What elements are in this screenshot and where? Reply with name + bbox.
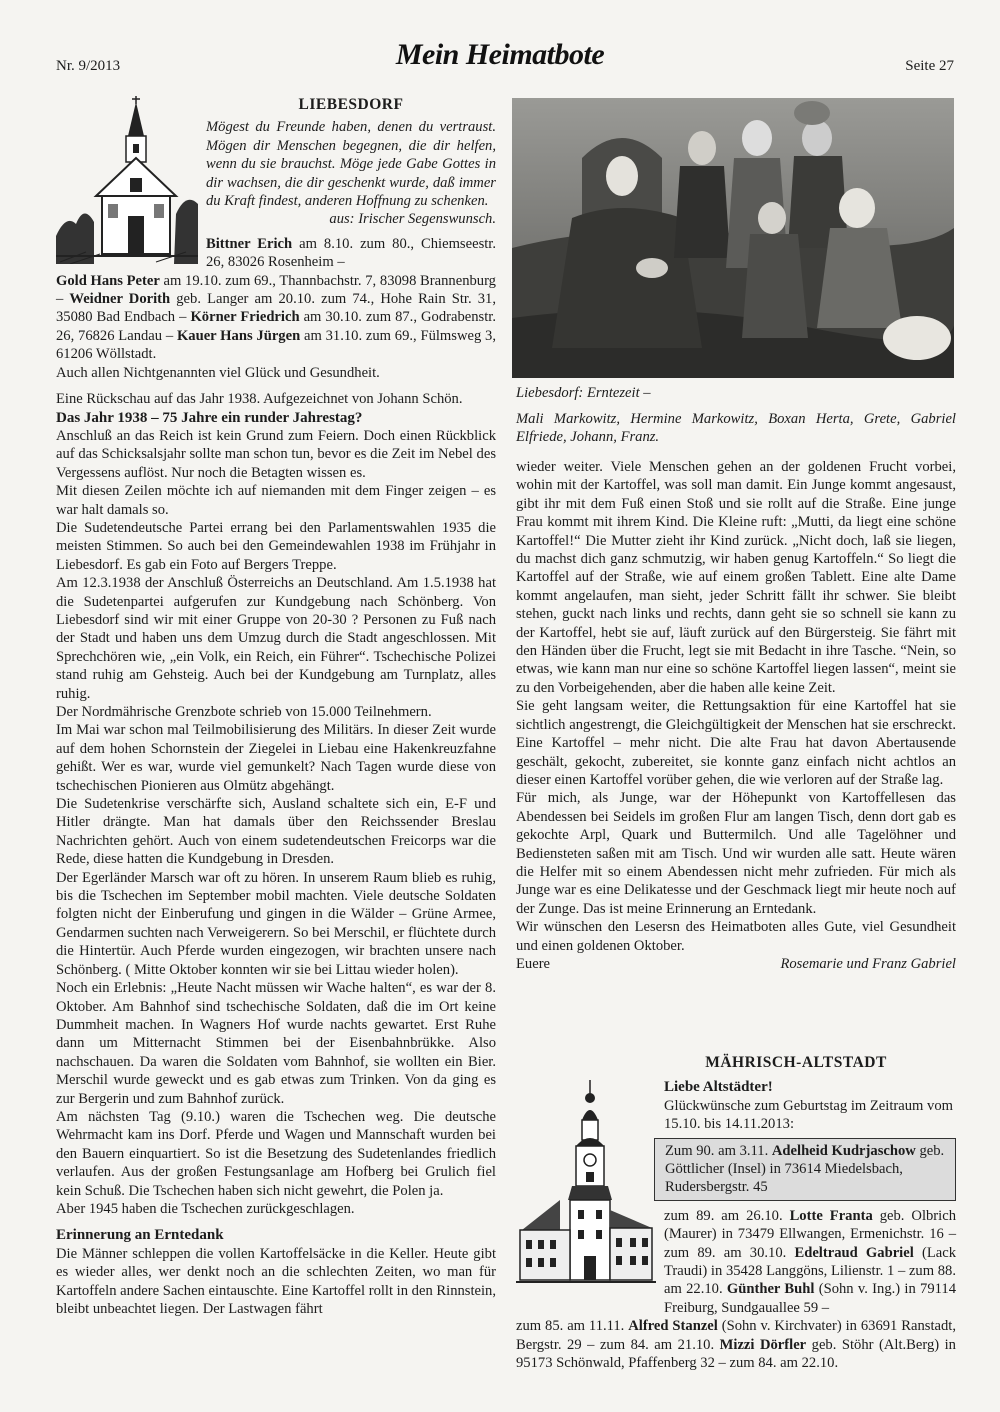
altstadt-highlight-box xyxy=(654,1138,956,1201)
erntedank-paragraph: Die Männer schleppen die vollen Kartoffelsäcke in die Keller. Heute gibt es wieder alles, wer denkt noch an die schlechten Zeiten, wo man für Kartoffeln andere Sachen eintauschte. Eine Kartoffel rollt in den Rinnstein, bleibt unbeachtet liegen. Der Lastwagen fährt xyxy=(56,1245,496,1318)
signature-greeting: Euere xyxy=(516,955,551,972)
article-body xyxy=(56,427,496,1218)
altstadt-greeting: Liebe Altstädter! xyxy=(664,1079,773,1096)
birthday-details: geb. Langer am 20.10. zum 74., Hohe Rain Str. 31, 35080 Bad Endbach – xyxy=(56,291,496,326)
entry-date: Zum 90. am 3.11. xyxy=(665,1142,772,1159)
article-title: Das Jahr 1938 – 75 Jahre ein runder Jahrestag? xyxy=(56,409,363,426)
masthead-logo: Mein Heimatbote xyxy=(395,38,605,71)
page-number: Seite 27 xyxy=(905,58,954,74)
photo-caption-names: Mali Markowitz, Hermine Markowitz, Boxan Herta, Grete, Gabriel Elfriede, Johann, Franz. xyxy=(516,411,956,446)
photo-caption-title: Liebesdorf: Erntezeit – xyxy=(516,385,651,401)
article-paragraph: Im Mai war schon mal Teilmobilisierung des Militärs. In dieser Zeit wurde auf dem hohen Schornstein der Ziegelei in Liebau eine Hakenkreuzfahne gehißt. Wer es war, wurde viel gemunkelt? Nach Tagen wurde diese von tschechischen Pionieren aus Olmütz abgehängt. xyxy=(56,722,496,794)
entry-name: Lotte Franta xyxy=(789,1207,873,1224)
entry-details: (Lack Traudi) in 35428 Langgöns, Lilienstr. 1 – xyxy=(664,1244,956,1280)
entry-date: zum 84. am 21.10. xyxy=(599,1336,720,1353)
entry-name: Alfred Stanzel xyxy=(628,1318,718,1335)
article-paragraph: Die Sudetendeutsche Partei errang bei den Parlamentswahlen 1935 die meisten Stimmen. So auch bei den Gemeindewahlen 1938 im Frühjahr in Liebesdorf. Es gab ein Foto auf Bergers Treppe. xyxy=(56,519,496,573)
liebesdorf-title: LIEBESDORF xyxy=(298,96,404,113)
birthday-name: Weidner Dorith xyxy=(69,291,171,308)
erntedank-paragraph: Sie geht langsam weiter, die Rettungsaktion für eine Kartoffel hat sie sichtlich angestrengt, die Gleichgültigkeit der Menschen hat sie erschreckt. Eine Kartoffel – mehr nicht. Die alte Frau hat davon Abertausende geschält, gekocht, zubereitet, sie konnte ganz einfach nicht achtlos an dieser einen Kartoffel vorüber gehen, die wie verloren auf der Straße lag. xyxy=(516,698,956,788)
entry-details: (Sohn v. Ing.) in 79114 Freiburg, Sundgauallee 59 – xyxy=(664,1281,956,1316)
entry-name: Edeltraud Gabriel xyxy=(794,1244,914,1261)
birthday-name: Kauer Hans Jürgen xyxy=(176,327,301,344)
birthday-details: am 8.10. zum 80., Chiemseestr. 26, 83026 Rosenheim – xyxy=(206,235,497,271)
signature-names: Rosemarie und Franz Gabriel xyxy=(780,955,956,972)
birthday-details: am 31.10. zum 69., Fülmsweg 3, 61206 Wöllstadt. xyxy=(56,327,497,363)
entry-date: zum 89. am 30.10. xyxy=(664,1244,795,1261)
altstadt-section xyxy=(516,1054,956,1373)
birthday-name: Gold Hans Peter xyxy=(56,272,160,289)
erntedank-signature xyxy=(516,955,956,973)
erntedank-paragraph: Wir wünschen den Lesersn des Heimatboten alles Gute, viel Gesundheit und einen goldenen Oktober. xyxy=(516,919,956,954)
entry-name: Adelheid Kudrjaschow xyxy=(771,1142,916,1159)
issue-number: Nr. 9/2013 xyxy=(56,58,121,74)
harvest-photo xyxy=(512,98,954,378)
liebesdorf-poem: Mögest du Freunde haben, denen du vertraust. Mögen dir Menschen begegnen, die dir helfen, wenn du sie brauchst. Möge jede Gabe Gottes in dir wachsen, die dir geschenkt wurde, daß immer du Kraft findest, anderen Hoffnung zu schenken. xyxy=(206,119,496,210)
birthday-name: Körner Friedrich xyxy=(190,309,300,326)
birthday-details: am 19.10. zum 69., Thannbachstr. 7, 83098 Brannenburg – xyxy=(56,272,496,308)
altstadt-entries xyxy=(664,1207,956,1317)
erntedank-title: Erinnerung an Erntedank xyxy=(56,1227,224,1244)
altstadt-intro: Glückwünsche zum Geburtstag im Zeitraum vom 15.10. bis 14.11.2013: xyxy=(664,1097,953,1133)
birthday-name: Bittner Erich xyxy=(206,235,293,252)
article-paragraph: Noch ein Erlebnis: „Heute Nacht müssen wir Wache halten“, es war der 8. Oktober. Am Bahnhof sind tschechische Soldaten, daß die im Ort keine Dummheit machen. In Wagners Hof wurde nachts gewartet. Erst Ruhe dann um Mitternacht Stimmen bei der Eisenbahnbrükke. Also nachschauen. Da waren die Soldaten vom Bahnhof, sie wollten ein Bier. Merschil wurde geweckt und es gab etwas zum Trinken. Von da ging es zur Bergerin und zum Bahnhof zurück. xyxy=(56,980,496,1107)
article-paragraph: Der Nordmährische Grenzbote schrieb von 15.000 Teilnehmern. xyxy=(56,704,432,721)
liebesdorf-closing: Auch allen Nichtgenannten viel Glück und Gesundheit. xyxy=(56,364,380,381)
entry-details: (Sohn v. Kirchvater) in 63691 Ranstadt, Bergstr. 29 – xyxy=(516,1318,956,1353)
article-intro: Eine Rückschau auf das Jahr 1938. Aufgezeichnet von Johann Schön. xyxy=(56,391,463,408)
article-paragraph: Anschluß an das Reich ist kein Grund zum Feiern. Doch einen Rückblick auf das Schicksalsjahr sollte man schon tun, bevor es die Zeit im Nebel des Vergessens auflöst. Nur noch die Betagten wissen es. xyxy=(56,427,496,481)
article-paragraph: Der Egerländer Marsch war oft zu hören. In unserem Raum blieb es ruhig, bis die Tschechen im September mobil machten. Viele deutsche Soldaten folgten nicht der Einberufung und gingen in die Wälder – Grüne Armee, Gendarmen suchten nach Verweigerern. So bei Merschil, er flüchtete durch die Hintertür. Auch Pferde wurden eingezogen, wir brachten unsere nach Schönberg. ( Mitte Oktober konnten wir sie bei Littau wieder holen). xyxy=(56,869,496,978)
article-paragraph: Die Sudetenkrise verschärfte sich, Ausland schaltete sich ein, E-F und Hitler drängte. Man hat damals über den Reichssender Breslau Nachrichten gehört. Auch von einem sudetendeutschen Freicorps war die Rede, diese hatten die Kundgebung in Dresden. xyxy=(56,796,496,868)
altstadt-entries-cont xyxy=(516,1317,956,1372)
article-paragraph: Aber 1945 haben die Tschechen zurückgeschlagen. xyxy=(56,1200,355,1217)
entry-name: Mizzi Dörfler xyxy=(719,1336,807,1353)
entry-date: zum 89. am 26.10. xyxy=(664,1207,790,1224)
left-column xyxy=(56,96,496,1318)
liebesdorf-birthdays-list xyxy=(56,272,496,364)
article-paragraph: Am 12.3.1938 der Anschluß Österreichs an Deutschland. Am 1.5.1938 hat die Sudetenpartei aufgerufen zur Kundgebung nach Schönberg. Von Liebesdorf sind wir mit einer Gruppe von 20-30 ? Personen zu Fuß nach der Stadt und haben uns dem Umzug durch die Stadt angeschlossen. Mit Sprechchören wie, „ein Volk, ein Reich, ein Führer“. Tschechische Polizei stand ruhig am Gehsteig. Auch bei der Kundgebung am Turnplatz, alles ruhig. xyxy=(56,575,496,702)
erntedank-paragraph: wieder weiter. Viele Menschen gehen an der goldenen Frucht vorbei, wohin mit der Kartoffel, was soll man damit. Ein Junge kommt angesaust, gibt ihr mit dem Fuß einen Stoß und sie rollt auf die Straße. Eine junge Frau kommt mit ihrem Kind. Die Kleine ruft: „Mutti, da liegt eine schöne Kartoffel!“ Die Mutter zieht ihr Kind zurück. „Nicht doch, laß sie liegen, du machst dich ganz schmutzig, wir haben genug Kartoffeln.“ So liegt die Kartoffel auf der Straße, wie auf einem großen Tablett. Eine alte Dame kommt angelaufen, man sieht, jeder Schritt fällt ihr schwer. Sie bleibt stehen, guckt nach links und rechts, dann geht sie so schnell sie kann zu der Kartoffel, hebt sie auf, läuft zurück auf den Bürgersteig. Sie fährt mit den Händen über die Frucht, legt sie mit Bedacht in ihre Tasche. “Nein, so etwas, wie kann man nur eine so schöne Kartoffel liegen lassen“, meint sie zu den Vorbeigehenden, aber die haben alle keine Zeit. xyxy=(516,459,956,696)
entry-details: geb. Göttlicher (Insel) in 73614 Miedelsbach, Rudersbergstr. 45 xyxy=(665,1142,945,1196)
article-paragraph: Am nächsten Tag (9.10.) waren die Tschechen weg. Die deutsche Wehrmacht kam ins Dorf. Pferde und Wagen und Mannschaft wurden bei den Bauern einquartiert. So ist die Besetzung des Sudetenlandes friedlich verlaufen. Aus der großen Festungsanlage am Hofberg bei Grulich fiel kein Schuß. Die Tschechen haben sich nicht gewehrt, die Polen ja. xyxy=(56,1108,496,1199)
erntedank-paragraph: Für mich, als Junge, war der Höhepunkt von Kartoffellesen das Abendessen bei Seidels im großen Flur am langen Tisch, denn dort gab es gekochte Arpl, Quark und Buttermilch. Und alle Tagelöhner und Bediensteten saßen mit am Tisch. Und wir wurden alle satt. Heute wären die Helfer mit so einem Abendessen nicht mehr zufrieden. Für mich als Junge war es eine Delikatesse und der Geschmack liegt mir heute noch auf der Zunge. Das ist meine Erinnerung an Erntedank. xyxy=(516,790,956,917)
altstadt-title: MÄHRISCH-ALTSTADT xyxy=(705,1054,887,1071)
liebesdorf-poem-source: aus: Irischer Segenswunsch. xyxy=(329,211,496,228)
article-paragraph: Mit diesen Zeilen möchte ich auf niemanden mit dem Finger zeigen – es war halt damals so. xyxy=(56,483,496,518)
birthday-details: am 30.10. zum 87., Godrabenstr. 26, 76826 Landau – xyxy=(56,309,496,344)
entry-details: geb. Stöhr (Alt.Berg) in 95173 Schönwald, Pfaffenberg 32 – zum 84. am 22.10. xyxy=(516,1336,956,1372)
entry-name: Günther Buhl xyxy=(726,1281,815,1298)
entry-details: geb. Olbrich (Maurer) in 73479 Ellwangen, Ermenichstr. 16 – xyxy=(664,1207,956,1243)
right-column xyxy=(516,458,956,973)
entry-date: zum 85. am 11.11. xyxy=(516,1318,629,1335)
entry-date: zum 88. am 22.10. xyxy=(664,1263,956,1298)
